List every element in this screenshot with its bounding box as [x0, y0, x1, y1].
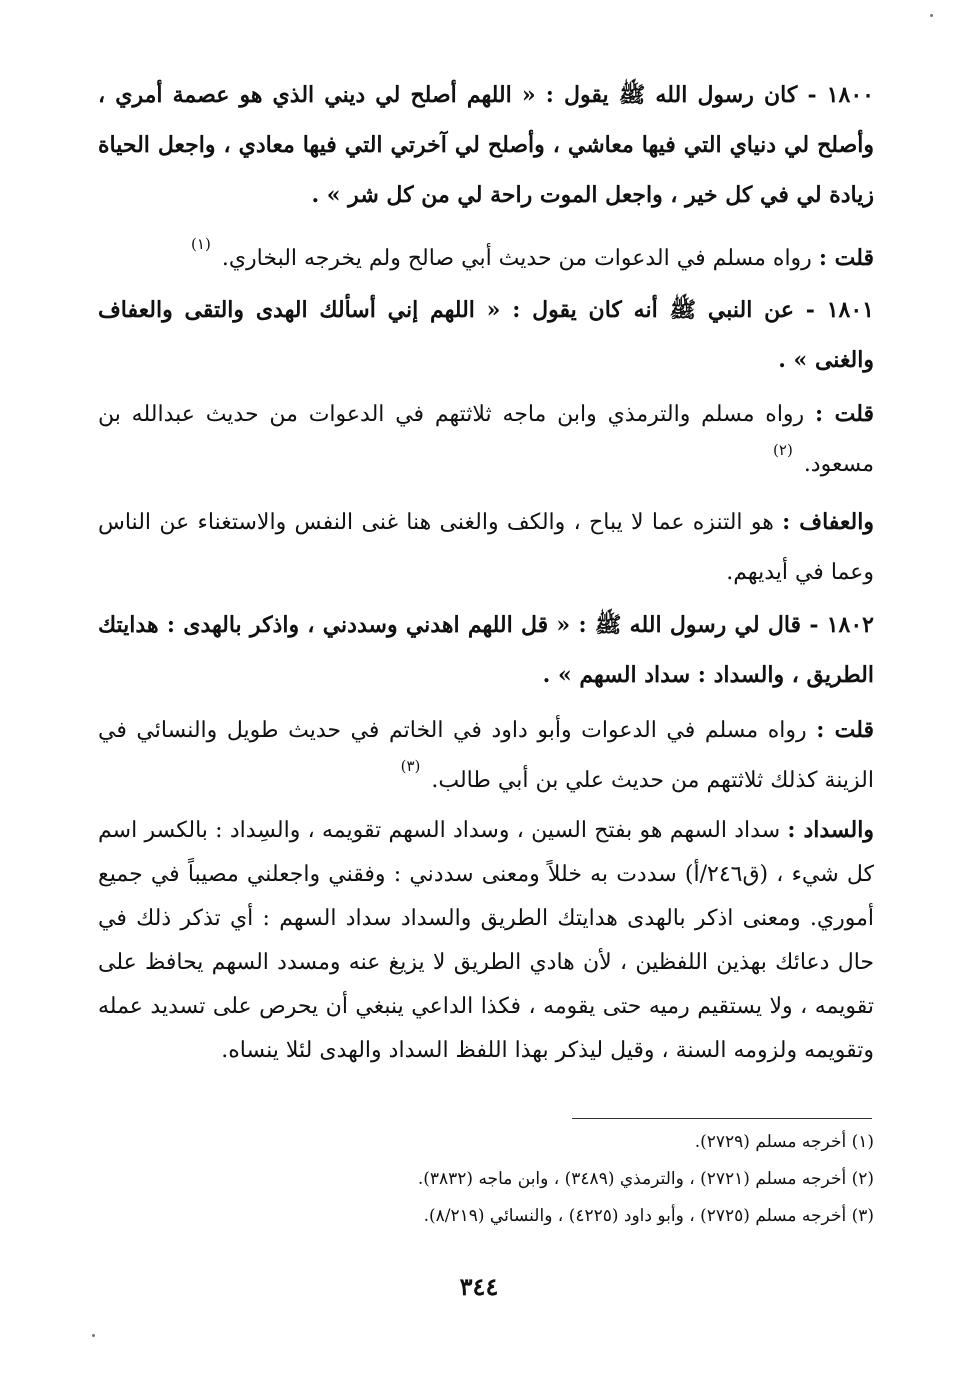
commentary-label: قلت :	[815, 401, 874, 427]
hadith-text: عن النبي ﷺ أنه كان يقول : « اللهم إني أسألك الهدى والتقى والعفاف والغنى » .	[98, 297, 874, 373]
hadith-number: ١٨٠٠ -	[807, 82, 874, 108]
footnote-marker: (٣)	[400, 757, 421, 775]
gloss-text: سداد السهم هو بفتح السين ، وسداد السهم تقويمه ، والسِداد : بالكسر اسم كل شيء ، (ق٢٤٦/أ) سددت به خللاً ومعنى سددني : وفقني واجعلني مصيباً في جميع أموري. ومعنى اذكر بالهدى هدايتك الطريق والسداد سداد السهم : أي تذكر ذلك في حال دعائك بهذين اللفظين ، لأن هادي الطريق لا يزيغ عنه ومسدد السهم يحافظ على تقويمه ، ولا يستقيم رميه حتى يقومه ، فكذا الداعي ينبغي أن يحرص على تسديد عمله وتقويمه ولزومه السنة ، وقيل ليذكر بهذا اللفظ السداد والهدى لئلا ينساه.	[98, 818, 875, 1063]
commentary-text: رواه مسلم في الدعوات من حديث أبي صالح ولم يخرجه البخاري.	[221, 246, 812, 271]
footnotes	[300, 1124, 874, 1235]
hadith-text: قال لي رسول الله ﷺ : « قل اللهم اهدني وسددني ، واذكر بالهدى : هدايتك الطريق ، والسداد : سداد السهم » .	[98, 612, 874, 688]
commentary-label: قلت :	[818, 245, 874, 271]
gloss-label: والسداد :	[787, 817, 874, 843]
gloss-text: هو التنزه عما لا يباح ، والكف والغنى هنا غنى النفس والاستغناء عن الناس وعما في أيديهم.	[98, 510, 874, 585]
hadith-1801	[98, 285, 874, 385]
footnote-marker: (١)	[191, 235, 211, 253]
footnote-marker: (٢)	[773, 441, 793, 459]
scan-speck	[92, 1334, 95, 1337]
commentary-label: قلت :	[816, 717, 874, 743]
footnote-separator	[572, 1118, 872, 1119]
hadith-text: كان رسول الله ﷺ يقول : « اللهم أصلح لي ديني الذي هو عصمة أمري ، وأصلح لي دنياي التي فيها معاشي ، وأصلح لي آخرتي التي فيها معادي ، واجعل الحياة زيادة لي في كل خير ، واجعل الموت راحة لي من كل شر » .	[98, 82, 874, 208]
footnote-1: (١) أخرجه مسلم (٢٧٢٩).	[694, 1132, 874, 1152]
commentary-text: رواه مسلم والترمذي وابن ماجه ثلاثتهم في الدعوات من حديث عبدالله بن مسعود.	[98, 402, 874, 477]
commentary-1801	[98, 389, 874, 491]
gloss-sadad	[98, 808, 874, 1073]
gloss-label: والعفاف :	[782, 509, 874, 535]
page-number: ٣٤٤	[459, 1272, 499, 1301]
hadith-number: ١٨٠١ -	[805, 297, 874, 323]
commentary-text: رواه مسلم في الدعوات وأبو داود في الخاتم في حديث طويل والنسائي في الزينة كذلك ثلاثتهم من حديث علي بن أبي طالب.	[98, 718, 874, 793]
commentary-1802	[98, 705, 874, 807]
hadith-1800	[98, 70, 874, 220]
scan-speck	[930, 14, 933, 17]
gloss-afaf	[98, 497, 874, 598]
commentary-1800	[98, 233, 874, 285]
footnote-2: (٢) أخرجه مسلم (٢٧٢١) ، والترمذي (٣٤٨٩) ، وابن ماجه (٣٨٣٢).	[417, 1169, 874, 1189]
hadith-number: ١٨٠٢ -	[809, 612, 874, 638]
footnote-3: (٣) أخرجه مسلم (٢٧٢٥) ، وأبو داود (٤٢٢٥) ، والنسائي (٨/٢١٩).	[423, 1206, 874, 1226]
hadith-1802	[98, 600, 874, 700]
